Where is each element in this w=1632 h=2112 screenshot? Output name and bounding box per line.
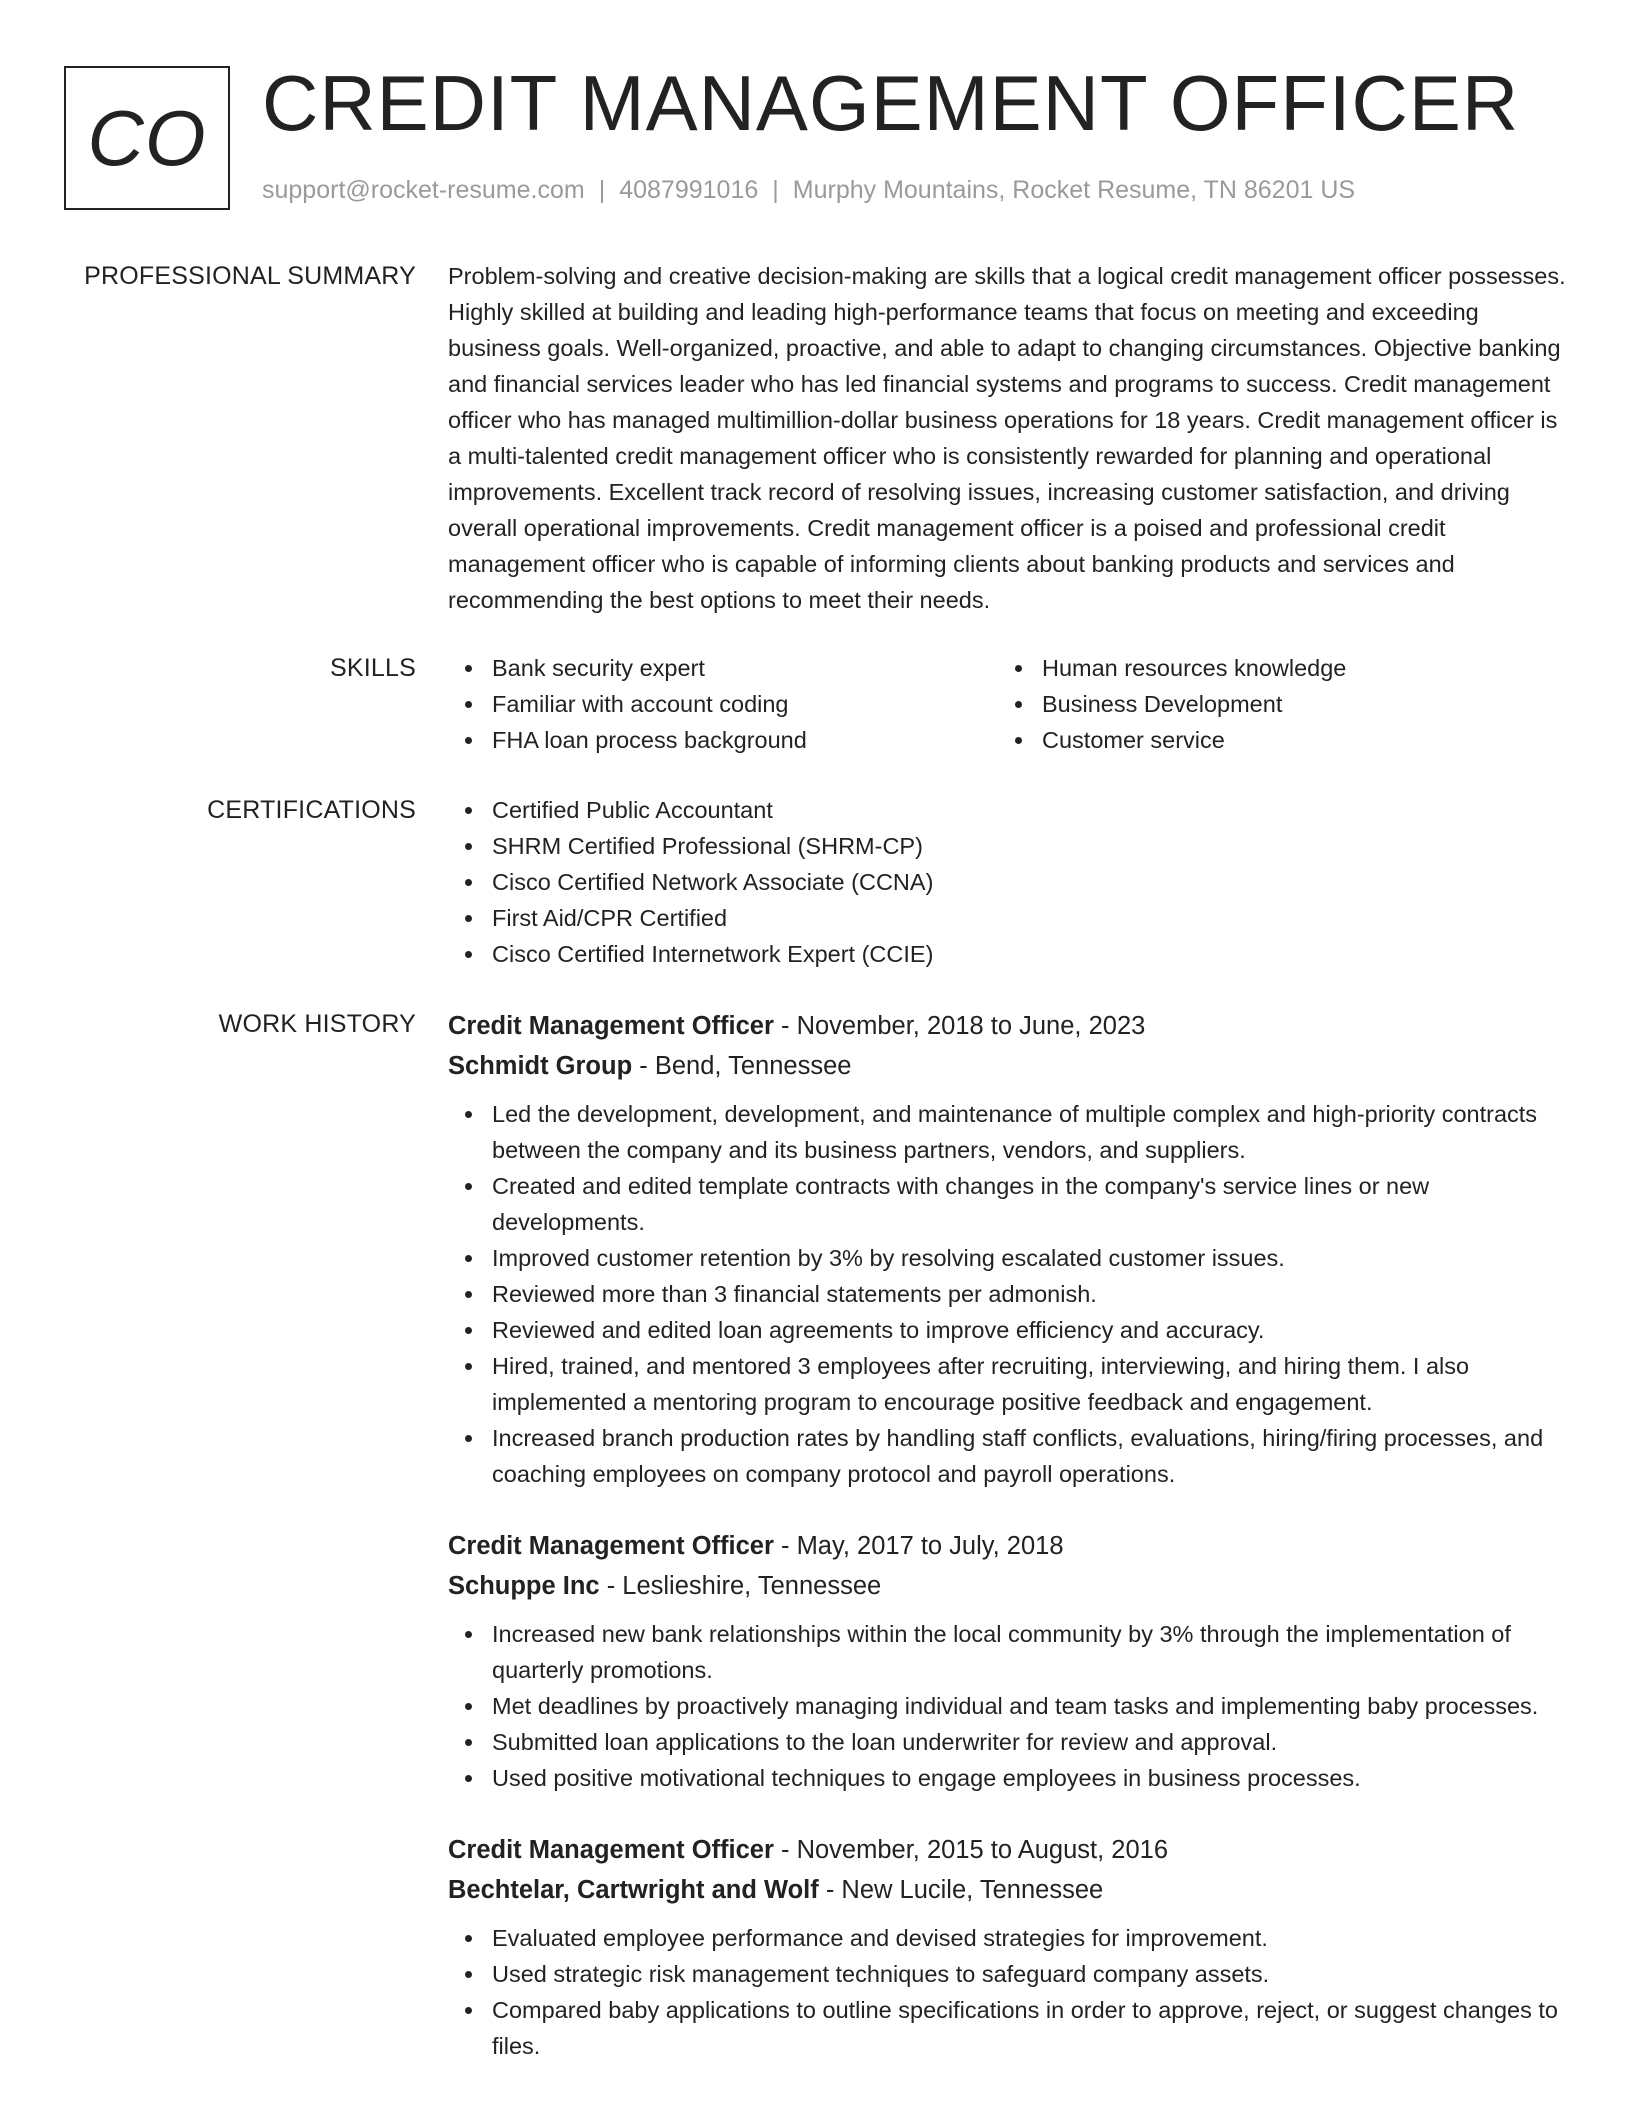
certifications-list bbox=[448, 792, 1568, 972]
job-entry bbox=[448, 1006, 1568, 1492]
job-location: - Leslieshire, Tennessee bbox=[599, 1572, 882, 1600]
certification-item: SHRM Certified Professional (SHRM-CP) bbox=[448, 828, 1568, 864]
contact-separator: | bbox=[772, 176, 779, 204]
job-bullets bbox=[448, 1920, 1568, 2064]
job-bullets bbox=[448, 1616, 1568, 1796]
job-company-line bbox=[448, 1566, 1568, 1606]
job-bullet: Evaluated employee performance and devised strategies for improvement. bbox=[448, 1920, 1568, 1956]
skill-item: Business Development bbox=[998, 686, 1548, 722]
skill-item: Familiar with account coding bbox=[448, 686, 998, 722]
certification-item: Certified Public Accountant bbox=[448, 792, 1568, 828]
resume-title: CREDIT MANAGEMENT OFFICER bbox=[262, 59, 1520, 147]
certifications-body bbox=[448, 792, 1568, 972]
job-title: Credit Management Officer bbox=[448, 1012, 774, 1040]
job-bullet: Used strategic risk management techniques to safeguard company assets. bbox=[448, 1956, 1568, 1992]
certification-item: First Aid/CPR Certified bbox=[448, 900, 1568, 936]
job-title-line bbox=[448, 1006, 1568, 1046]
skill-item: Customer service bbox=[998, 722, 1548, 758]
job-dates: - May, 2017 to July, 2018 bbox=[773, 1532, 1064, 1560]
job-company-line bbox=[448, 1870, 1568, 1910]
job-entry bbox=[448, 1830, 1568, 2064]
job-bullet: Improved customer retention by 3% by resolving escalated customer issues. bbox=[448, 1240, 1568, 1276]
job-entry bbox=[448, 1526, 1568, 1796]
job-company-line bbox=[448, 1046, 1568, 1086]
summary-text: Problem-solving and creative decision-making are skills that a logical credit management officer possesses. Highly skilled at building and leading high-performance teams that focus on meeting and exceeding business goals. Well-organized, proactive, and able to adapt to changing circumstances. Objective banking and financial services leader who has led financial systems and programs to success. Credit management officer who has managed multimillion-dollar business operations for 18 years. Credit management officer is a multi-talented credit management officer who is consistently rewarded for planning and operational improvements. Excellent track record of resolving issues, increasing customer satisfaction, and driving overall operational improvements. Credit management officer is a poised and professional credit management officer who is capable of informing clients about banking products and services and recommending the best options to meet their needs. bbox=[448, 263, 1566, 613]
job-location: - New Lucile, Tennessee bbox=[818, 1876, 1104, 1904]
job-bullet: Increased branch production rates by handling staff conflicts, evaluations, hiring/firing processes, and coaching employees on company protocol and payroll operations. bbox=[448, 1420, 1568, 1492]
summary-heading: PROFESSIONAL SUMMARY bbox=[84, 262, 416, 290]
job-title-line bbox=[448, 1526, 1568, 1566]
skills-list-right bbox=[998, 650, 1548, 758]
job-bullet: Reviewed more than 3 financial statements per admonish. bbox=[448, 1276, 1568, 1312]
job-title: Credit Management Officer bbox=[448, 1532, 774, 1560]
skills-heading: SKILLS bbox=[330, 654, 416, 682]
job-company: Bechtelar, Cartwright and Wolf bbox=[448, 1876, 819, 1904]
contact-separator: | bbox=[598, 176, 606, 204]
job-company: Schmidt Group bbox=[448, 1052, 633, 1080]
skills-grid bbox=[448, 650, 1568, 758]
job-dates: - November, 2015 to August, 2016 bbox=[773, 1836, 1168, 1864]
job-bullet: Reviewed and edited loan agreements to improve efficiency and accuracy. bbox=[448, 1312, 1568, 1348]
job-bullet: Submitted loan applications to the loan underwriter for review and approval. bbox=[448, 1724, 1568, 1760]
skills-list-left bbox=[448, 650, 998, 758]
job-dates: - November, 2018 to June, 2023 bbox=[773, 1012, 1146, 1040]
job-title-line bbox=[448, 1830, 1568, 1870]
job-bullets bbox=[448, 1096, 1568, 1492]
contact-email[interactable]: support@rocket-resume.com bbox=[262, 176, 585, 204]
skill-item: Bank security expert bbox=[448, 650, 998, 686]
job-bullet: Created and edited template contracts with changes in the company's service lines or new developments. bbox=[448, 1168, 1568, 1240]
monogram-logo: CO bbox=[64, 66, 230, 210]
skill-item: FHA loan process background bbox=[448, 722, 998, 758]
job-bullet: Used positive motivational techniques to engage employees in business processes. bbox=[448, 1760, 1568, 1796]
certification-item: Cisco Certified Network Associate (CCNA) bbox=[448, 864, 1568, 900]
skill-item: Human resources knowledge bbox=[998, 650, 1548, 686]
job-bullet: Met deadlines by proactively managing individual and team tasks and implementing baby processes. bbox=[448, 1688, 1568, 1724]
work-history-heading: WORK HISTORY bbox=[218, 1010, 416, 1038]
job-title: Credit Management Officer bbox=[448, 1836, 774, 1864]
contact-line bbox=[262, 176, 1355, 205]
job-company: Schuppe Inc bbox=[448, 1572, 600, 1600]
job-bullet: Compared baby applications to outline specifications in order to approve, reject, or suggest changes to files. bbox=[448, 1992, 1568, 2064]
job-bullet: Led the development, development, and maintenance of multiple complex and high-priority contracts between the company and its business partners, vendors, and suppliers. bbox=[448, 1096, 1568, 1168]
job-bullet: Hired, trained, and mentored 3 employees after recruiting, interviewing, and hiring them. I also implemented a mentoring program to encourage positive feedback and engagement. bbox=[448, 1348, 1568, 1420]
certifications-heading: CERTIFICATIONS bbox=[207, 796, 416, 824]
contact-address: Murphy Mountains, Rocket Resume, TN 86201 US bbox=[792, 176, 1356, 204]
contact-phone[interactable]: 4087991016 bbox=[619, 176, 759, 204]
certification-item: Cisco Certified Internetwork Expert (CCIE) bbox=[448, 936, 1568, 972]
job-bullet: Increased new bank relationships within the local community by 3% through the implementation of quarterly promotions. bbox=[448, 1616, 1568, 1688]
job-location: - Bend, Tennessee bbox=[632, 1052, 852, 1080]
work-history-body bbox=[448, 1006, 1568, 2098]
